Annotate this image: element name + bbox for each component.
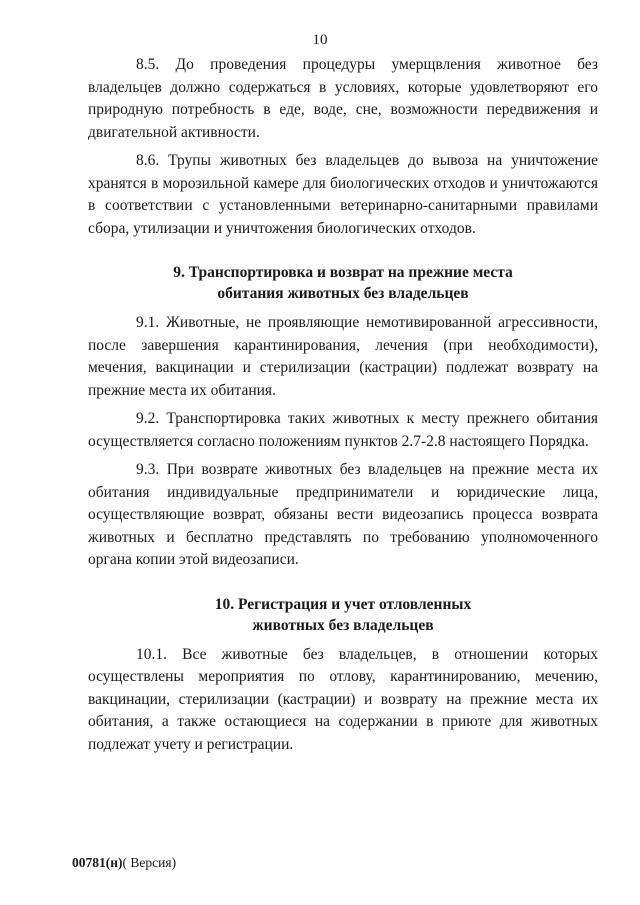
paragraph-8-5: 8.5. До проведения процедуры умерщвления животное без владельцев должно содержаться в условиях, которые удовлетворяют его природную потребность в еде, воде, сне, возможности передвижения и двигательной активности. [88,56,598,141]
section-10-heading-line1: 10. Регистрация и учет отловленных [214,595,472,613]
section-10-heading [88,594,598,636]
section-9-heading-line2: обитания животных без владельцев [217,285,469,302]
section-9-heading [88,262,598,304]
paragraph-9-1: 9.1. Животные, не проявляющие немотивированной агрессивности, после завершения карантинирования, лечения (при необходимости), мечения, вакцинации и стерилизации (кастрации) подлежат возврату на прежние места их обитания. [88,314,598,399]
paragraph-8-6: 8.6. Трупы животных без владельцев до вывоза на уничтожение хранятся в морозильной камере для биологических отходов и уничтожаются в соответствии с установленными ветеринарно-санитарными правилами сбора, утилизации и уничтожения биологических отходов. [88,152,598,237]
paragraph-10-1: 10.1. Все животные без владельцев, в отношении которых осуществлены мероприятия по отлову, карантинированию, мечению, вакцинации, стерилизации (кастрации) и возврату на прежние места их обитания, а также остающиеся на содержании в приюте для животных подлежат учету и регистрации. [88,645,598,753]
document-body [88,54,598,762]
section-10-heading-line2: животных без владельцев [252,616,434,634]
document-footer [72,855,176,871]
footer-doc-code: 00781(н) [72,855,123,870]
footer-version: ( Версия) [122,855,177,870]
paragraph-9-3: 9.3. При возврате животных без владельцев на прежние места их обитания индивидуальные предприниматели и юридические лица, осуществляющие возврат, обязаны вести видеозапись процесса возврата животных и бесплатно представлять по требованию уполномоченного органа копии этой видеозаписи. [88,461,598,568]
section-9-heading-line1: 9. Транспортировка и возврат на прежние места [173,264,513,281]
page-number: 10 [312,32,328,48]
paragraph-9-2: 9.2. Транспортировка таких животных к месту прежнего обитания осуществляется согласно положениям пунктов 2.7-2.8 настоящего Порядка. [88,410,598,450]
